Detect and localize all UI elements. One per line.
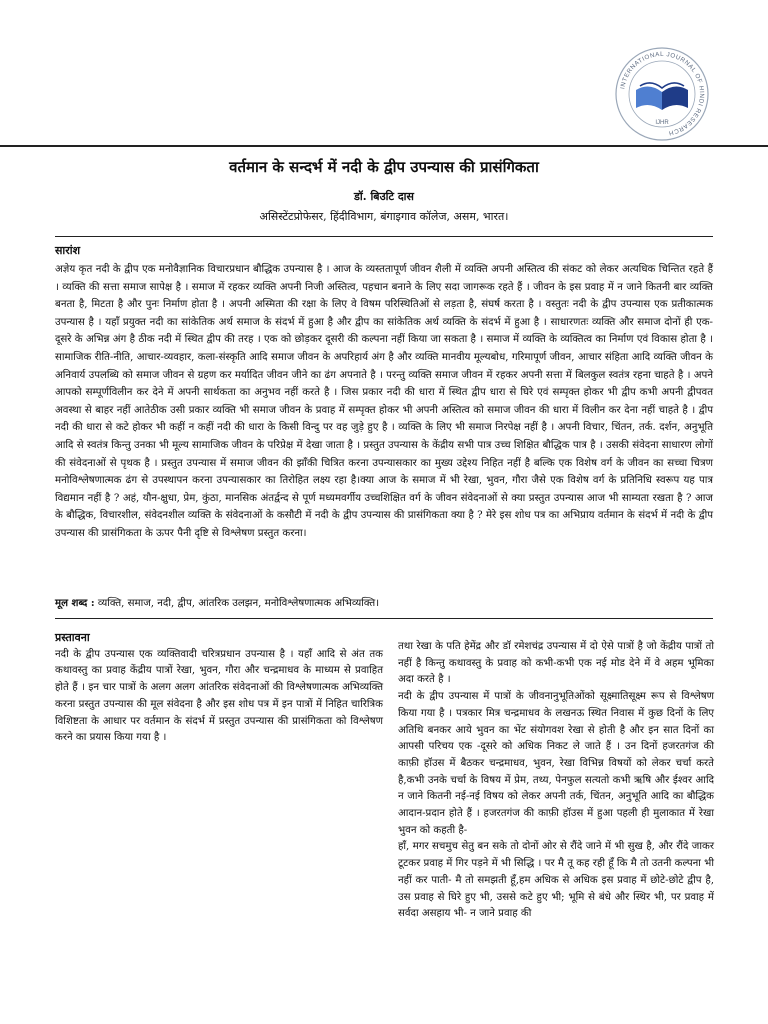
book-left-page-icon (636, 86, 662, 110)
intro-paragraph: नदी के द्वीप उपन्यास में पात्रों के जीवनानुभूतिओंको सूक्ष्मातिसूक्ष्म रूप से विश्लेषण किया गया है । पत्रकार मित्र चन्द्रमाधव के लखनऊ स्थित निवास में कुछ दिनों के लिए अतिथि बनकर आये भुवन का भेंट संयोगवश रेखा से होती है और इन सात दिनों का आपसी परिचय एक -दूसरे को अधिक निकट ले जाते हैं । उन दिनों हजरतगंज की काफ़ी हॉउस में बैठकर चन्द्रमाधव, भुवन, रेखा विभिन्न विषयों को लेकर चर्चा करते है,कभी उनके चर्चा के विषय में प्रेम, तथ्य, पेनफुल सत्यतो कभी ऋषि और ईश्वर आदि न जाने कितनी नई-नई विषय को लेकर अपनी तर्क, चिंतन, अनुभूति आदि का बौद्धिक आदान-प्रदान होते हैं । हजरतगंज की काफ़ी हॉउस में हुआ पहली ही मुलाकात में रेखा भुवन को कहती है- (398, 691, 714, 836)
intro-paragraph: तथा रेखा के पति हेमेंद्र और डॉ रमेशचंद्र उपन्यास में दो ऐसे पात्रों है जो केंद्रीय पात्रों तो नहीं है किन्तु कथावस्तु के प्रवाह को कभी-कभी एक नई मोड देने में वे अहम भूमिका अदा करते है । (398, 641, 714, 686)
keywords-label: मूल शब्द : (55, 597, 95, 609)
intro-paragraph: नदी के द्वीप उपन्यास एक व्यक्तिवादी चरित्रप्रधान उपन्यास है । यहाँ आदि से अंत तक कथावस्तु का प्रवाह केंद्रीय पात्रों रेखा, भुवन, गौरा और चन्द्रमाधव के माध्यम से प्रवाहित होते हैं । इन चार पात्रों के अलग अलग आंतरिक संवेदनाओं की विश्लेषणात्मक अभिव्यक्ति करना प्रस्तुत उपन्यास की मूल संवेदना है और इस शोध पत्र में इन पात्रों में निहित चारित्रिक विशिष्टता के आधार पर वर्तमान के संदर्भ में प्रस्तुत उपन्यास की प्रासंगिकता को विश्लेषण करने का प्रयास किया गया है । (55, 648, 383, 744)
article-title: वर्तमान के सन्दर्भ में नदी के द्वीप उपन्यास की प्रासंगिकता (229, 158, 539, 176)
keywords-text: व्यक्ति, समाज, नदी, द्वीप, आंतरिक उलझन, मनोविश्लेषणात्मक अभिव्यक्ति। (97, 598, 380, 609)
header-rule (0, 145, 768, 147)
journal-logo (614, 46, 710, 142)
abstract-heading: सारांश (55, 244, 81, 257)
book-right-page-icon (662, 86, 688, 110)
author-affiliation: असिस्टेंटप्रोफेसर, हिंदीविभाग, बंगाइगाव कॉलेज, असम, भारत। (259, 210, 509, 223)
intro-heading: प्रस्तावना (55, 631, 90, 644)
left-column (55, 630, 383, 747)
right-column (398, 639, 714, 923)
quote-paragraph: हाँ, मगर सचमुच सेतु बन सके तो दोनों ओर से रौंदे जाने में भी सुख है, और रौंदे जाकर टूटकर प्रवाह में गिर पड़ने में भी सिद्धि । पर मै तू कह रही हूँ कि मै तो उतनी कल्पना भी नहीं कर पाती- मै तो समझती हूँ,हम अधिक से अधिक इस प्रवाह में छोटे-छोटे द्वीप है, उस प्रवाह से घिरे हुए भी, उससे कटे हुए भी; भूमि से बंधे और स्थिर भी, पर प्रवाह में सर्वदा असहाय भी- न जाने प्रवाह की (398, 841, 714, 920)
logo-code: IJHR (655, 120, 669, 126)
abstract-text: अज्ञेय कृत नदी के द्वीप एक मनोवैज्ञानिक विचारप्रधान बौद्धिक उपन्यास है । आज के व्यस्ततापूर्ण जीवन शैली में व्यक्ति अपनी अस्तित्व की संकट को लेकर अत्यधिक चिन्तित रहते हैं । व्यक्ति की सत्ता समाज सापेक्ष है । समाज में रहकर व्यक्ति अपनी निजी अस्तित्व, पहचान बनाने के लिए सदा जागरूक रहते हैं । जीवन के इस प्रवाह में न जाने कितनी बार व्यक्ति बनता है, मिटता है और पुनः निर्माण होता है । अपनी अस्मिता की रक्षा के लिए वे विषम परिस्थितिओं से लड़ता है, संघर्ष करता है । वस्तुतः नदी के द्वीप उपन्यास एक प्रतीकात्मक उपन्यास है । यहाँ प्रयुक्त नदी का सांकेतिक अर्थ समाज के संदर्भ में हुआ है और द्वीप का सांकेतिक अर्थ व्यक्ति के संदर्भ में हुआ है । साधारणतः व्यक्ति और समाज दोनों ही एक-दूसरे के अभिन्न अंग है ठीक नदी में स्थित द्वीप की तरह । एक को छोड़कर दूसरी की कल्पना नहीं किया जा सकता है । समाज में व्यक्ति के व्यक्तित्व का निर्माण एवं विकास होता है ।सामाजिक रीति-नीति, आचार-व्यवहार, कला-संस्कृति आदि समाज जीवन के अपरिहार्य अंग है और व्यक्ति मानवीय मूल्यबोध, गरिमापूर्ण जीवन, आचार संहिता आदि व्यक्ति जीवन के अनिवार्य उपलब्धि को समाज जीवन से ग्रहण कर मर्यादित जीवन जीने का ढंग अपनाते है । परन्तु व्यक्ति समाज जीवन में रहकर अपनी सत्ता में बिलकुल स्वतंत्र रहना चाहते है । अपने आपको सम्पूर्णविलीन कर देने में अपनी सार्थकता का अनुभव नहीं करते है । जिस प्रकार नदी की धारा में स्थित द्वीप धारा से घिरे एवं सम्पृक्त होकर भी द्वीप कभी अपनी द्वीपवत अवस्था से बाहर नहीं आतेठीक उसी प्रकार व्यक्ति भी समाज जीवन के प्रवाह में सम्पृक्त होकर भी अपनी अस्तित्व को समाज जीवन की धारा में विलीन कर देना नहीं चाहते है । द्वीप नदी की धारा से कटे होकर भी कहीं न कहीं नदी की धारा के किसी विन्दु पर वह जुड़े हुए है । व्यक्ति के लिए भी समाज निरपेक्ष नहीं है । अपनी विचार, चिंतन, तर्क. दर्शन, अनुभूति आदि से स्वतंत्र किन्तु उनका भी मूल्य सामाजिक जीवन के परिप्रेक्ष में देखा जाता है । प्रस्तुत उपन्यास के केंद्रीय सभी पात्र उच्च शिक्षित बौद्धिक पात्र है । उसकी संवेदना साधारण लोगों की संवेदनाओं से पृथक है । प्रस्तुत उपन्यास में समाज जीवन की झाँकी चित्रित करना उपन्यासकार का मुख्य उद्देश्य निहित नहीं है बल्कि एक विशेष वर्ग के जीवन का सच्चा चित्रण मनोविश्लेषणात्मक ढंग से उपस्थापन करना उपन्यासकार का तिरोहित लक्ष्य रहा है।क्या आज के समाज में भी रेखा, भुवन, गौरा जैसे एक विशेष वर्ग के प्रतिनिधि स्वरूप यह पात्र विद्यमान नहीं है ? अहं, यौन-क्षुधा, प्रेम, कुंठा, मानसिक अंतर्द्वन्द से पूर्ण मध्यमवर्गीय उच्चशिक्षित वर्ग के जीवन संवेदनाओं से क्या प्रस्तुत उपन्यास आज भी साम्यता रखता है ? आज के बौद्धिक, विचारशील, संवेदनशील व्यक्ति के संवेदनाओं के कसौटी में नदी के द्वीप उपन्यास की प्रासंगिकता क्या है ? मेरे इस शोध पत्र का अभिप्राय वर्तमान के संदर्भ में नदी के द्वीप उपन्यास की प्रासंगिकता के ऊपर पैनी दृष्टि से विश्लेषण प्रस्तुत करना। (55, 264, 713, 539)
logo-ring-text: INTERNATIONAL JOURNAL OF HINDI RESEARCH (619, 50, 706, 137)
section-divider (55, 618, 713, 619)
author-name: डॉ. बिउटि दास (354, 190, 414, 203)
keywords-line (55, 595, 713, 609)
section-divider (55, 236, 713, 237)
